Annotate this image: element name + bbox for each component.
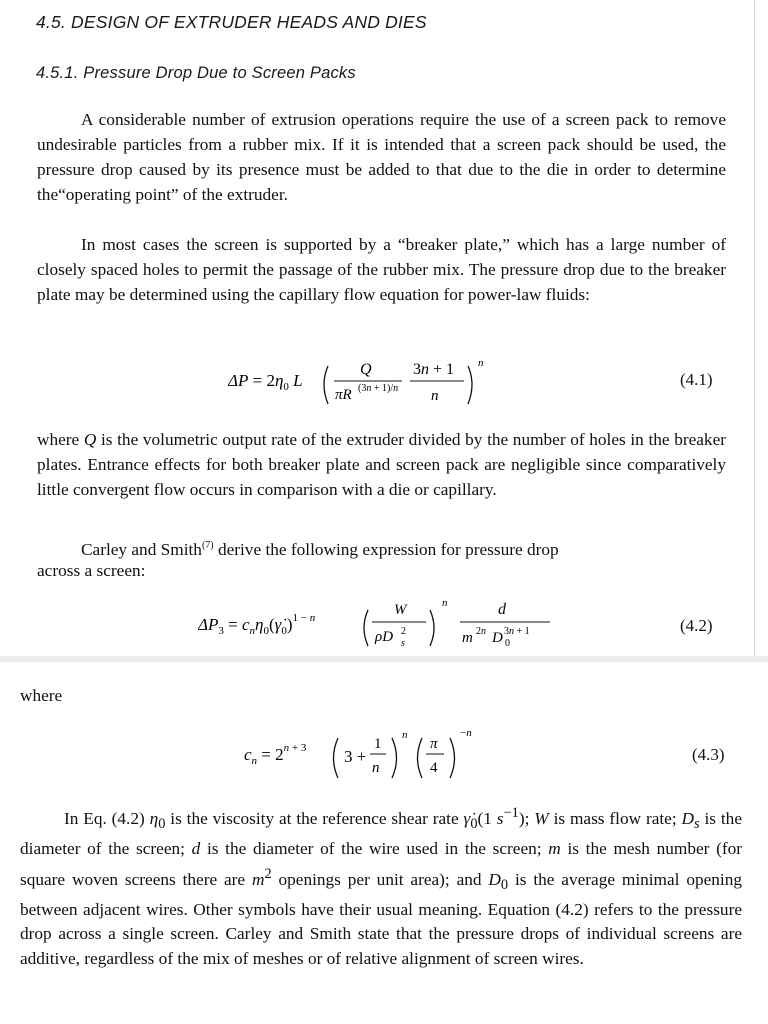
svg-text:−n: −n <box>460 727 472 739</box>
svg-text:n: n <box>372 760 380 776</box>
subsection-heading: 4.5.1. Pressure Drop Due to Screen Packs <box>36 64 356 82</box>
equation-4-3 <box>244 720 544 786</box>
svg-text:n: n <box>402 729 408 741</box>
svg-text:ρD: ρD <box>375 629 394 645</box>
svg-text:π: π <box>430 736 438 752</box>
equation-4-1 <box>228 352 528 412</box>
svg-text:(3n + 1)/n: (3n + 1)/n <box>358 383 399 394</box>
svg-text:2: 2 <box>401 626 406 637</box>
svg-text:3 +: 3 + <box>344 747 367 766</box>
paragraph-where-q: where Q is the volumetric output rate of the extruder divided by the number of holes in the breaker plates. Entrance effects for both breaker plate and screen pack are negligible since comparatively little convergent flow occurs in comparison with a die or capillary. <box>37 430 726 499</box>
svg-text:D: D <box>492 630 503 646</box>
equation-4-2 <box>198 594 578 650</box>
svg-text:0: 0 <box>505 638 510 649</box>
svg-text:πR: πR <box>335 387 352 403</box>
where-label: where <box>20 686 63 705</box>
svg-text:d: d <box>498 601 506 618</box>
equation-number-4-1: (4.1) <box>680 370 713 389</box>
section-heading: 4.5. DESIGN OF EXTRUDER HEADS AND DIES <box>36 12 427 32</box>
svg-text:m: m <box>462 630 473 646</box>
svg-text:3n + 1: 3n + 1 <box>413 361 455 378</box>
paragraph-carley-smith: Carley and Smith$^{(7)}$ derive the following expression for pressure drop <box>81 539 559 559</box>
equation-number-4-2: (4.2) <box>680 616 713 635</box>
paragraph-eq-definitions: In Eq. (4.2) $\eta_0$ is the viscosity at the reference shear rate $\gammȧ_0(1$ $s^{-1}$); W is mass flow rate; $D_s$ is the diameter of the screen; d is the diameter of the wire used in the screen; m is the mesh number (for square woven screens there are $m^2$ openings per unit area); and $D_0$ is the average minimal opening between adjacent wires. Other symbols have their usual meaning. Equation (4.2) refers to the pressure drop across a single screen. Carley and Smith state that the pressure drops of individual screens are additive, regardless of the mix of meshes or of relative alignment of screen wires. <box>20 805 743 968</box>
svg-text:1: 1 <box>374 736 382 752</box>
svg-text:n: n <box>442 597 448 609</box>
paragraph-screen-pack: A considerable number of extrusion operations require the use of a screen pack to remove undesirable particles from a rubber mix. If it is intended that a screen pack should be used, the pressure drop caused by its presence must be added to that due to the die in order to determine the“operating point” of the extruder. <box>37 110 726 204</box>
svg-text:W: W <box>394 602 407 618</box>
paragraph-breaker-plate: In most cases the screen is supported by a “breaker plate,” which has a large number of closely spaced holes to permit the passage of the rubber mix. The pressure drop due to the breaker plate may be determined using the capillary flow equation for power-law fluids: <box>37 235 726 304</box>
svg-text:ΔP = 2η0 L: $\Delta P = 2\eta_0$ L <box>228 371 303 393</box>
svg-text:ΔP3 = cnη0(γ̇0)1 − n: $\Delta P_3$ = $c_n\eta_0(\gammȧ_0)^{1 - n}$ <box>198 612 316 637</box>
svg-text:2n: 2n <box>476 626 486 637</box>
svg-text:Q: Q <box>360 361 372 378</box>
svg-text:n: n <box>478 357 484 369</box>
svg-text:3n + 1: 3n + 1 <box>504 626 530 637</box>
svg-text:4: 4 <box>430 760 438 776</box>
svg-text:cn = 2n + 3: $c_n = 2^{n + 3}$ <box>244 742 307 767</box>
svg-text:s: s <box>401 638 405 649</box>
equation-number-4-3: (4.3) <box>692 745 725 764</box>
paragraph-across-screen: across a screen: <box>37 561 146 580</box>
svg-text:n: n <box>431 388 439 404</box>
